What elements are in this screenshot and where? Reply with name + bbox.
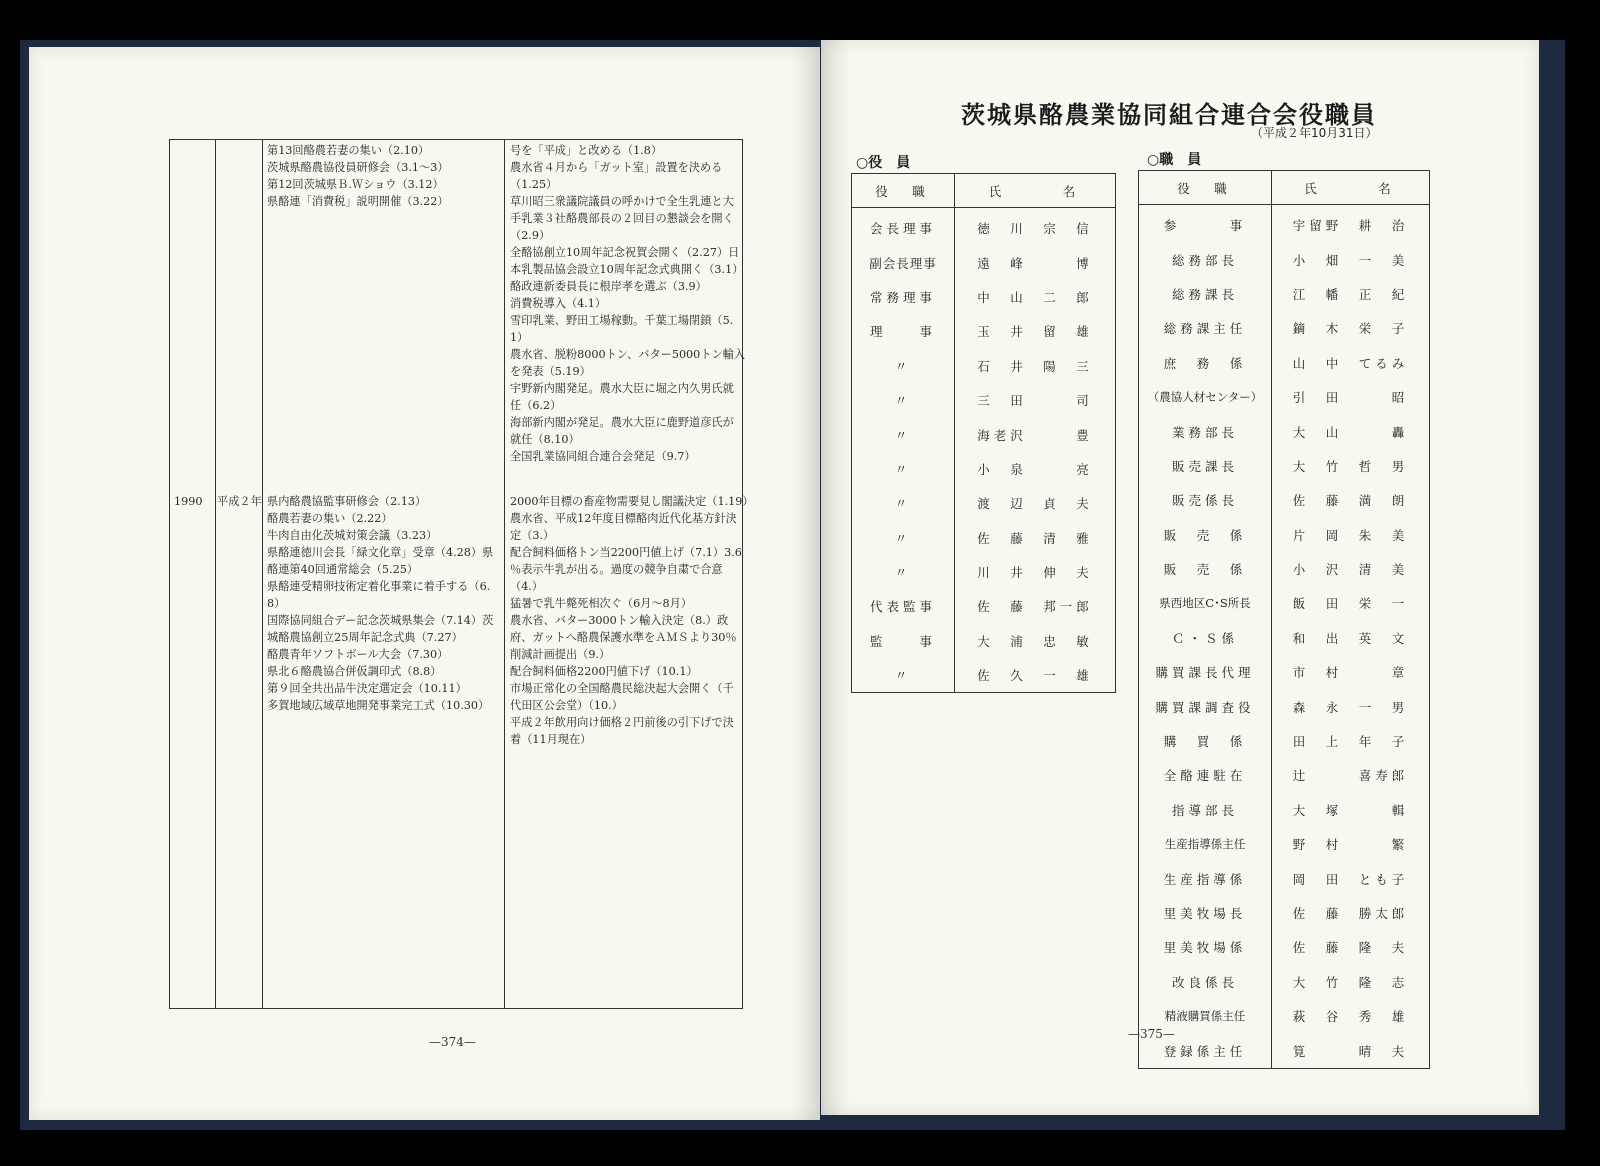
event-line: 2000年目標の畜産物需要見し閣議決定（1.19） [510, 495, 754, 508]
table-row [1139, 277, 1430, 311]
role-cell: 販売課長 [1139, 449, 1272, 483]
name-cell: 筧 晴 夫 [1292, 1043, 1409, 1059]
table-row [1139, 552, 1430, 586]
name-cell: 宇留野 耕 治 [1292, 218, 1409, 234]
table-row [1139, 965, 1430, 999]
role-cell: （農協人材センター） [1139, 380, 1272, 414]
table-row [852, 349, 1116, 383]
table-row [852, 383, 1116, 417]
table-row [1139, 621, 1430, 655]
role-cell: 〃 [852, 452, 955, 486]
column-header-role: 役 職 [1139, 171, 1272, 205]
officers-table [851, 173, 1116, 693]
staff-table [1138, 170, 1430, 1069]
prefecture-events-1989 [267, 142, 503, 210]
event-line: 号を「平成」と改める（1.8） [510, 144, 663, 157]
table-row [1139, 449, 1430, 483]
table-row [1139, 518, 1430, 552]
gutter-shadow [790, 47, 820, 1120]
name-cell: 江 幡 正 紀 [1292, 286, 1409, 302]
name-cell: 佐 久 一 雄 [977, 668, 1093, 684]
role-cell: 監 事 [852, 624, 955, 658]
event-line: 酪政連新委員長に根岸孝を選ぶ（3.9） [510, 280, 707, 293]
name-cell: 片 岡 朱 美 [1292, 527, 1409, 543]
event-line: 任（6.2） [510, 399, 562, 412]
name-cell: 引 田 昭 [1292, 390, 1409, 406]
event-line: 市場正常化の全国酪農民総決起大会開く（千 [510, 682, 734, 695]
role-cell: 生産指導係主任 [1139, 827, 1272, 861]
name-cell: 遠 峰 博 [977, 255, 1093, 271]
table-row [1139, 346, 1430, 380]
role-cell: 県西地区C･S所長 [1139, 586, 1272, 620]
name-cell: 辻 喜寿郎 [1292, 768, 1409, 784]
event-line: 府、ガットへ酪農保護水準をＡＭＳより30％ [510, 631, 737, 644]
role-cell: 購 買 係 [1139, 724, 1272, 758]
event-line: 多賀地域広域草地開発事業完工式（10.30） [267, 699, 490, 712]
event-line: 農水省、脱粉8000トン、バター5000トン輸入 [510, 348, 746, 361]
event-line: 国際協同組合デー記念茨城県集会（7.14）茨 [267, 614, 494, 627]
gutter-shadow [821, 40, 851, 1115]
event-line: 手乳業３社酪農部長の２回目の懇談会を開く [510, 212, 734, 225]
event-line: 配合飼料価格2200円値下げ（10.1） [510, 665, 698, 678]
right-page [821, 40, 1539, 1115]
role-cell: 〃 [852, 383, 955, 417]
event-line: 平成２年飲用向け価格２円前後の引下げで決 [510, 716, 734, 729]
role-cell: 里美牧場長 [1139, 896, 1272, 930]
name-cell: 小 泉 亮 [977, 461, 1093, 477]
event-line: 県内酪農協監事研修会（2.13） [267, 495, 427, 508]
event-line: 定（3.） [510, 529, 555, 542]
table-row [852, 658, 1116, 693]
column-divider [504, 140, 505, 1008]
name-cell: 大 塚 輯 [1292, 802, 1409, 818]
event-line: 酪農青年ソフトボール大会（7.30） [267, 648, 449, 661]
role-cell: 常務理事 [852, 280, 955, 314]
role-cell: 指導部長 [1139, 793, 1272, 827]
table-row [1139, 999, 1430, 1033]
event-line: 消費税導入（4.1） [510, 297, 607, 310]
table-row [852, 624, 1116, 658]
column-divider [262, 140, 263, 1008]
event-line: 宇野新内閣発足。農水大臣に堀之内久男氏就 [510, 382, 734, 395]
event-line: 農水省４月から「ガット室」設置を決める [510, 161, 723, 174]
chronology-table [169, 139, 754, 1009]
table-row [1139, 414, 1430, 448]
table-row [852, 208, 1116, 246]
role-cell: 販売係長 [1139, 483, 1272, 517]
event-line: （4.） [510, 580, 544, 593]
name-cell: 三 田 司 [977, 393, 1093, 409]
name-cell: 大 山 轟 [1292, 424, 1409, 440]
page-number: —374— [429, 1035, 476, 1049]
event-line: 草川昭三衆議院議員の呼かけで全生乳連と大 [510, 195, 734, 208]
role-cell: Ｃ・Ｓ係 [1139, 621, 1272, 655]
event-line: 海部新内閣が発足。農水大臣に鹿野道彦氏が [510, 416, 734, 429]
event-line: 農水省、バター3000トン輸入決定（8.）政 [510, 614, 729, 627]
event-line: 牛肉自由化茨城対策会議（3.23） [267, 529, 438, 542]
event-line: を発表（5.19） [510, 365, 591, 378]
role-cell: 副会長理事 [852, 245, 955, 279]
role-cell: 理 事 [852, 314, 955, 348]
name-cell: 和 出 英 文 [1292, 630, 1409, 646]
name-cell: 中 山 二 郎 [977, 289, 1093, 305]
column-header-name: 氏 名 [1272, 171, 1430, 205]
table-row [1139, 483, 1430, 517]
table-row [852, 314, 1116, 348]
role-cell: 精液購買係主任 [1139, 999, 1272, 1033]
role-cell: 改良係長 [1139, 965, 1272, 999]
table-row [852, 280, 1116, 314]
table-row [1139, 242, 1430, 276]
role-cell: 会長理事 [852, 208, 955, 246]
table-row [852, 245, 1116, 279]
column-header-name: 氏 名 [955, 174, 1116, 208]
name-cell: 大 竹 隆 志 [1292, 974, 1409, 990]
event-line: 農水省、平成12年度目標酪肉近代化基方針決 [510, 512, 737, 525]
name-cell: 市 村 章 [1292, 665, 1409, 681]
column-header-role: 役 職 [852, 174, 955, 208]
event-line: 全国乳業協同組合連合会発足（9.7） [510, 450, 696, 463]
name-cell: 徳 川 宗 信 [977, 221, 1093, 237]
table-row [1139, 793, 1430, 827]
role-cell: 参 事 [1139, 205, 1272, 243]
table-row [1139, 1033, 1430, 1068]
role-cell: 代表監事 [852, 589, 955, 623]
table-row [1139, 758, 1430, 792]
event-line: 削減計画提出（9.） [510, 648, 611, 661]
name-cell: 佐 藤 満 朗 [1292, 493, 1409, 509]
name-cell: 飯 田 栄 一 [1292, 596, 1409, 612]
name-cell: 森 永 一 男 [1292, 699, 1409, 715]
name-cell: 大 竹 哲 男 [1292, 458, 1409, 474]
event-line: ％表示牛乳が出る。過度の競争自粛で合意 [510, 563, 723, 576]
role-cell: 購買課長代理 [1139, 655, 1272, 689]
table-row [1139, 861, 1430, 895]
role-cell: 購買課調査役 [1139, 689, 1272, 723]
event-line: 本乳製品協会設立10周年記念式典開く（3.1） [510, 263, 744, 276]
table-row [1139, 205, 1430, 243]
role-cell: 販 売 係 [1139, 518, 1272, 552]
role-cell: 登録係主任 [1139, 1033, 1272, 1068]
page-number: —375— [1128, 1027, 1175, 1041]
event-line: 配合飼料価格トン当2200円値上げ（7.1）3.6 [510, 546, 742, 559]
event-line: 酪農若妻の集い（2.22） [267, 512, 393, 525]
table-row [1139, 380, 1430, 414]
staff-heading: ○職 員 [1147, 152, 1202, 168]
table-row [1139, 896, 1430, 930]
name-cell: 佐 藤 清 雅 [977, 530, 1093, 546]
role-cell: 〃 [852, 658, 955, 693]
table-row [852, 452, 1116, 486]
left-page [29, 47, 820, 1120]
name-cell: 佐 藤 邦一郎 [977, 599, 1093, 615]
table-row [852, 555, 1116, 589]
event-line: 県酪連受精卵技術定着化事業に着手する（6. [267, 580, 491, 593]
event-line: （1.25） [510, 178, 558, 191]
name-cell: 鏑 木 栄 子 [1292, 321, 1409, 337]
national-events-1990 [510, 493, 754, 748]
table-row [1139, 827, 1430, 861]
role-cell: 〃 [852, 417, 955, 451]
event-line: 第９回全共出品牛決定選定会（10.11） [267, 682, 467, 695]
event-line: 県北６酪農協合併仮調印式（8.8） [267, 665, 442, 678]
page-title: 茨城県酪農業協同組合連合会役職員 [961, 101, 1377, 129]
table-row [1139, 311, 1430, 345]
name-cell: 田 上 年 子 [1292, 734, 1409, 750]
event-line: 県酪連徳川会長「緑文化章」受章（4.28）県 [267, 546, 494, 559]
column-divider [215, 140, 216, 1008]
event-line: 酪連第40回通常総会（5.25） [267, 563, 419, 576]
name-cell: 玉 井 留 雄 [977, 324, 1093, 340]
table-row [852, 521, 1116, 555]
table-row [852, 417, 1116, 451]
role-cell: 〃 [852, 486, 955, 520]
table-row [1139, 724, 1430, 758]
era-cell: 平成２年 [217, 495, 262, 508]
event-line: 8） [267, 597, 286, 610]
name-cell: 岡 田 とも子 [1292, 871, 1409, 887]
role-cell: 総務部長 [1139, 242, 1272, 276]
table-row [852, 589, 1116, 623]
table-row [1139, 586, 1430, 620]
name-cell: 佐 藤 勝太郎 [1292, 906, 1409, 921]
officers-heading: ○役 員 [856, 155, 911, 171]
event-line: 茨城県酪農協役員研修会（3.1～3） [267, 161, 449, 174]
name-cell: 海老沢 豊 [977, 427, 1093, 443]
name-cell: 山 中 てるみ [1292, 355, 1409, 371]
role-cell: 総務課主任 [1139, 311, 1272, 345]
role-cell: 生産指導係 [1139, 861, 1272, 895]
national-events-1989 [510, 142, 746, 465]
prefecture-events-1990 [267, 493, 503, 714]
year-cell: 1990 [174, 495, 203, 508]
name-cell: 小 沢 清 美 [1292, 562, 1409, 578]
name-cell: 渡 辺 貞 夫 [977, 496, 1093, 512]
role-cell: 〃 [852, 521, 955, 555]
name-cell: 石 井 陽 三 [977, 358, 1093, 374]
table-row [852, 486, 1116, 520]
table-row [1139, 930, 1430, 964]
event-line: 猛暑で乳牛斃死相次ぐ（6月～8月） [510, 597, 693, 610]
role-cell: 庶 務 係 [1139, 346, 1272, 380]
table-row [1139, 689, 1430, 723]
event-line: 着（11月現在） [510, 733, 592, 746]
event-line: 代田区公会堂）（10.） [510, 699, 623, 712]
event-line: 1） [510, 331, 529, 344]
role-cell: 販 売 係 [1139, 552, 1272, 586]
event-line: 雪印乳業、野田工場稼動。千葉工場閉鎖（5. [510, 314, 734, 327]
name-cell: 萩 谷 秀 雄 [1292, 1009, 1409, 1025]
name-cell: 川 井 伸 夫 [977, 565, 1093, 581]
role-cell: 総務課長 [1139, 277, 1272, 311]
name-cell: 野 村 繁 [1292, 837, 1409, 853]
event-line: 城酪農協創立25周年記念式典（7.27） [267, 631, 463, 644]
name-cell: 大 浦 忠 敏 [977, 633, 1093, 649]
role-cell: 業務部長 [1139, 414, 1272, 448]
role-cell: 〃 [852, 349, 955, 383]
table-row [1139, 655, 1430, 689]
name-cell: 佐 藤 隆 夫 [1292, 940, 1409, 956]
event-line: 第12回茨城県Ｂ.Ｗショウ（3.12） [267, 178, 444, 191]
event-line: 県酪連「消費税」説明開催（3.22） [267, 195, 449, 208]
role-cell: 全酪連駐在 [1139, 758, 1272, 792]
name-cell: 小 畑 一 美 [1292, 252, 1409, 268]
event-line: （2.9） [510, 229, 551, 242]
as-of-date: （平成２年10月31日） [1251, 126, 1378, 140]
event-line: 就任（8.10） [510, 433, 580, 446]
event-line: 全酪協創立10周年記念祝賀会開く（2.27）日 [510, 246, 740, 259]
event-line: 第13回酪農若妻の集い（2.10） [267, 144, 430, 157]
role-cell: 〃 [852, 555, 955, 589]
role-cell: 里美牧場係 [1139, 930, 1272, 964]
